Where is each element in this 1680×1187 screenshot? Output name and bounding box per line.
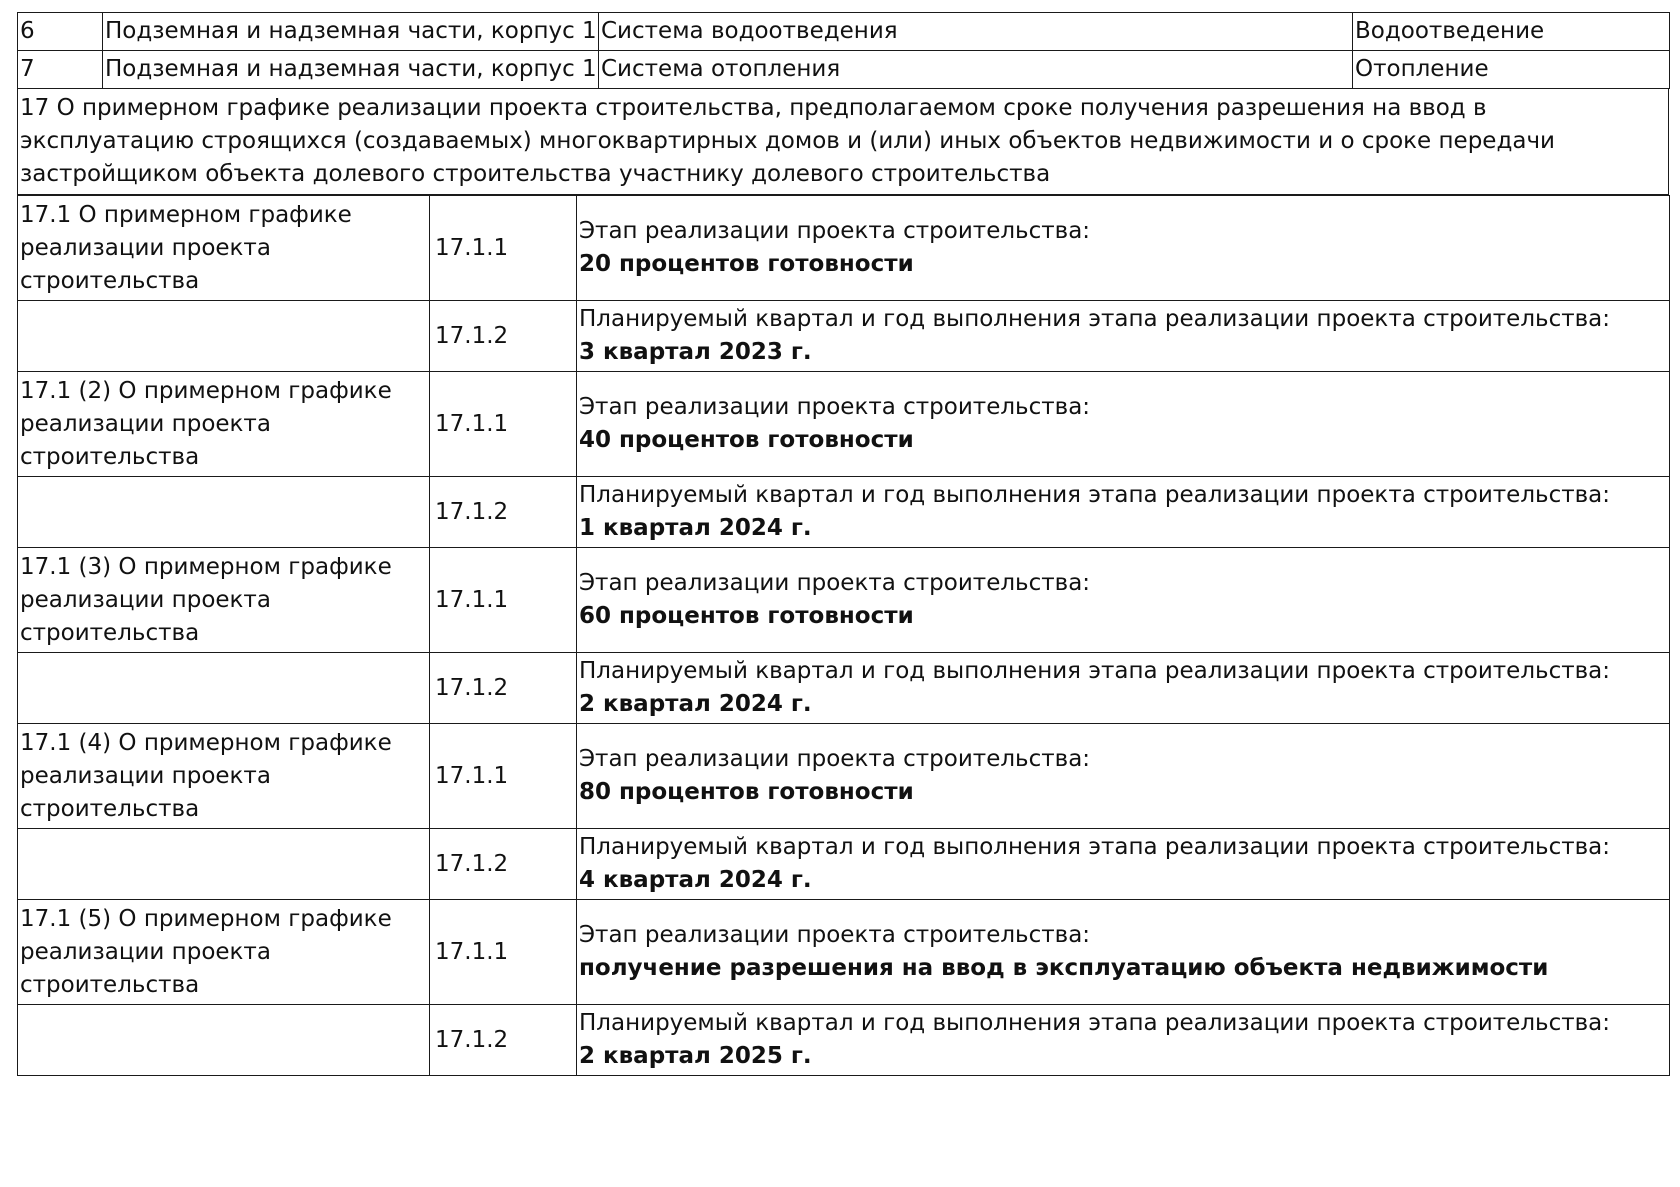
stage-label: Этап реализации проекта строительства:	[579, 218, 1091, 244]
stage-value: 20 процентов готовности	[579, 251, 914, 277]
plan-value: 2 квартал 2025 г.	[579, 1043, 812, 1069]
stage-code: 17.1.1	[430, 548, 577, 653]
stage-value: получение разрешения на ввод в эксплуатацию объекта недвижимости	[579, 955, 1549, 981]
empty-cell	[18, 301, 430, 372]
table-row	[18, 13, 1670, 51]
schedule-stage-row	[18, 372, 1670, 477]
plan-value: 4 квартал 2024 г.	[579, 867, 812, 893]
network-type: Водоотведение	[1353, 13, 1670, 51]
building-part: Подземная и надземная части, корпус 1	[103, 13, 599, 51]
plan-code: 17.1.2	[430, 301, 577, 372]
plan-cell	[577, 653, 1670, 724]
schedule-table	[17, 195, 1670, 1076]
schedule-plan-row	[18, 477, 1670, 548]
plan-label: Планируемый квартал и год выполнения этапа реализации проекта строительства:	[579, 1010, 1611, 1036]
plan-label: Планируемый квартал и год выполнения этапа реализации проекта строительства:	[579, 658, 1611, 684]
schedule-section-title: 17.1 О примерном графике реализации проекта строительства	[18, 196, 430, 301]
engineering-systems-table	[17, 12, 1670, 89]
plan-cell	[577, 829, 1670, 900]
system-name: Система водоотведения	[599, 13, 1353, 51]
plan-cell	[577, 301, 1670, 372]
plan-code: 17.1.2	[430, 1005, 577, 1076]
plan-label: Планируемый квартал и год выполнения этапа реализации проекта строительства:	[579, 834, 1611, 860]
table-row	[18, 89, 1669, 195]
stage-cell	[577, 372, 1670, 477]
schedule-stage-row	[18, 900, 1670, 1005]
stage-label: Этап реализации проекта строительства:	[579, 394, 1091, 420]
plan-code: 17.1.2	[430, 477, 577, 548]
schedule-plan-row	[18, 301, 1670, 372]
row-number: 6	[18, 13, 103, 51]
stage-label: Этап реализации проекта строительства:	[579, 570, 1091, 596]
plan-label: Планируемый квартал и год выполнения этапа реализации проекта строительства:	[579, 482, 1611, 508]
section-title: 17 О примерном графике реализации проекта строительства, предполагаемом сроке получения разрешения на ввод в эксплуатацию строящихся (создаваемых) многоквартирных домов и (или) иных объектов недвижимости и о сроке передачи застройщиком объекта долевого строительства участнику долевого строительства	[18, 89, 1669, 195]
schedule-body	[18, 196, 1670, 1076]
stage-code: 17.1.1	[430, 724, 577, 829]
schedule-stage-row	[18, 548, 1670, 653]
schedule-section-title: 17.1 (4) О примерном графике реализации проекта строительства	[18, 724, 430, 829]
network-type: Отопление	[1353, 51, 1670, 89]
empty-cell	[18, 477, 430, 548]
stage-code: 17.1.1	[430, 372, 577, 477]
schedule-section-title: 17.1 (2) О примерном графике реализации проекта строительства	[18, 372, 430, 477]
empty-cell	[18, 1005, 430, 1076]
schedule-stage-row	[18, 724, 1670, 829]
row-number: 7	[18, 51, 103, 89]
plan-cell	[577, 477, 1670, 548]
plan-code: 17.1.2	[430, 829, 577, 900]
stage-code: 17.1.1	[430, 900, 577, 1005]
schedule-plan-row	[18, 653, 1670, 724]
stage-code: 17.1.1	[430, 196, 577, 301]
system-name: Система отопления	[599, 51, 1353, 89]
stage-cell	[577, 196, 1670, 301]
plan-value: 2 квартал 2024 г.	[579, 691, 812, 717]
plan-value: 3 квартал 2023 г.	[579, 339, 812, 365]
schedule-plan-row	[18, 829, 1670, 900]
plan-code: 17.1.2	[430, 653, 577, 724]
schedule-plan-row	[18, 1005, 1670, 1076]
stage-cell	[577, 724, 1670, 829]
stage-value: 40 процентов готовности	[579, 427, 914, 453]
stage-cell	[577, 900, 1670, 1005]
building-part: Подземная и надземная части, корпус 1	[103, 51, 599, 89]
section-17-header	[17, 88, 1669, 195]
stage-label: Этап реализации проекта строительства:	[579, 922, 1091, 948]
stage-value: 60 процентов готовности	[579, 603, 914, 629]
stage-value: 80 процентов готовности	[579, 779, 914, 805]
plan-cell	[577, 1005, 1670, 1076]
plan-value: 1 квартал 2024 г.	[579, 515, 812, 541]
empty-cell	[18, 653, 430, 724]
plan-label: Планируемый квартал и год выполнения этапа реализации проекта строительства:	[579, 306, 1611, 332]
schedule-section-title: 17.1 (3) О примерном графике реализации проекта строительства	[18, 548, 430, 653]
stage-label: Этап реализации проекта строительства:	[579, 746, 1091, 772]
empty-cell	[18, 829, 430, 900]
schedule-stage-row	[18, 196, 1670, 301]
table-row	[18, 51, 1670, 89]
stage-cell	[577, 548, 1670, 653]
schedule-section-title: 17.1 (5) О примерном графике реализации проекта строительства	[18, 900, 430, 1005]
